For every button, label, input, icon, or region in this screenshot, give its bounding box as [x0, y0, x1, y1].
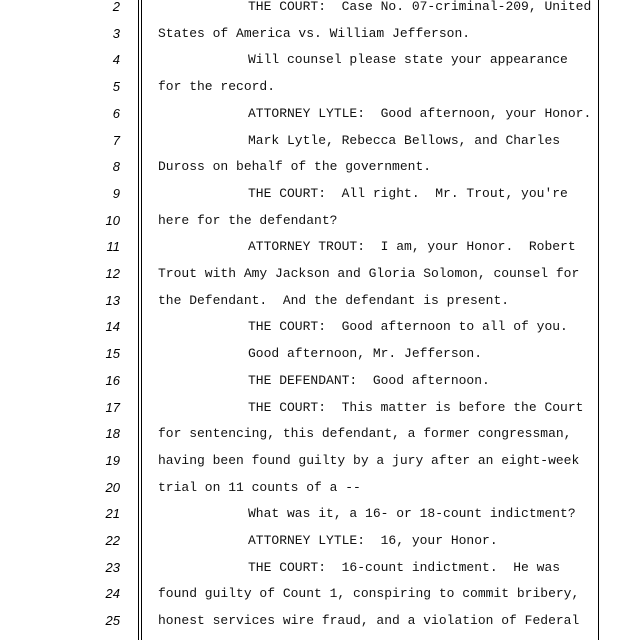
transcript-line [0, 427, 640, 454]
line-text: THE COURT: All right. Mr. Trout, you're [248, 185, 568, 201]
transcript-line [0, 401, 640, 428]
line-text: Duross on behalf of the government. [158, 159, 432, 175]
line-text: trial on 11 counts of a -- [158, 479, 361, 495]
line-text: ATTORNEY LYTLE: 16, your Honor. [248, 533, 498, 548]
line-text: having been found guilty by a jury after an eight-week [158, 452, 580, 468]
line-number: 22 [105, 533, 120, 548]
line-text: honest services wire fraud, and a violation of Federal [158, 613, 580, 629]
line-number: 12 [105, 266, 120, 281]
transcript-line [0, 587, 640, 614]
line-number: 4 [112, 52, 120, 68]
line-number: 13 [105, 292, 120, 308]
transcript-line [0, 454, 640, 481]
line-number: 18 [105, 426, 120, 442]
line-number: 7 [112, 132, 120, 148]
line-text: for sentencing, this defendant, a former congressman, [158, 426, 572, 442]
line-text: THE COURT: Case No. 07-criminal-209, United [248, 0, 592, 14]
line-number: 21 [105, 506, 120, 522]
transcript-line [0, 320, 640, 347]
transcript-line [0, 614, 640, 641]
line-number: 11 [106, 239, 120, 255]
line-text: THE COURT: This matter is before the Court [248, 399, 584, 415]
transcript-line [0, 80, 640, 107]
transcript-line [0, 507, 640, 534]
line-text: States of America vs. William Jefferson. [158, 25, 471, 41]
line-text: found guilty of Count 1, conspiring to commit bribery, [158, 586, 580, 602]
transcript-line [0, 214, 640, 241]
line-text: ATTORNEY TROUT: I am, your Honor. Robert [248, 239, 576, 255]
transcript-line [0, 267, 640, 294]
transcript-line [0, 374, 640, 401]
transcript-line [0, 347, 640, 374]
transcript-line [0, 534, 640, 561]
line-number: 17 [105, 399, 120, 415]
line-number: 10 [105, 212, 120, 228]
line-number: 3 [112, 25, 120, 41]
line-text: What was it, a 16- or 18-count indictment? [248, 506, 576, 522]
transcript-line [0, 107, 640, 134]
transcript-line [0, 240, 640, 267]
line-text: Mark Lytle, Rebecca Bellows, and Charles [248, 132, 561, 148]
transcript-line [0, 481, 640, 508]
line-number: 20 [105, 479, 120, 495]
line-number: 23 [105, 559, 120, 575]
line-number: 14 [105, 319, 120, 335]
line-number: 24 [105, 586, 120, 602]
line-number: 5 [112, 79, 120, 95]
line-number: 2 [112, 0, 120, 14]
transcript-line [0, 187, 640, 214]
line-text: Will counsel please state your appearance [248, 52, 568, 68]
line-number: 15 [105, 346, 120, 362]
transcript-line [0, 160, 640, 187]
line-number: 19 [105, 452, 120, 468]
line-text: here for the defendant? [158, 212, 338, 228]
transcript-line [0, 53, 640, 80]
line-number: 25 [105, 613, 120, 629]
line-number: 9 [112, 185, 120, 201]
line-text: ATTORNEY LYTLE: Good afternoon, your Honor. [248, 105, 592, 121]
transcript-line [0, 0, 640, 27]
line-text: THE DEFENDANT: Good afternoon. [248, 372, 490, 388]
transcript-line [0, 27, 640, 54]
line-text: the Defendant. And the defendant is present. [158, 292, 510, 308]
transcript-line [0, 134, 640, 161]
line-number: 16 [105, 372, 120, 388]
line-text: Good afternoon, Mr. Jefferson. [248, 346, 483, 362]
line-text: THE COURT: 16-count indictment. He was [248, 559, 561, 575]
line-text: Trout with Amy Jackson and Gloria Solomon, counsel for [158, 266, 580, 281]
transcript-line [0, 561, 640, 588]
line-number: 6 [112, 105, 120, 121]
transcript-line [0, 294, 640, 321]
line-text: THE COURT: Good afternoon to all of you. [248, 319, 568, 335]
line-text: for the record. [158, 79, 276, 95]
line-number: 8 [112, 159, 120, 175]
